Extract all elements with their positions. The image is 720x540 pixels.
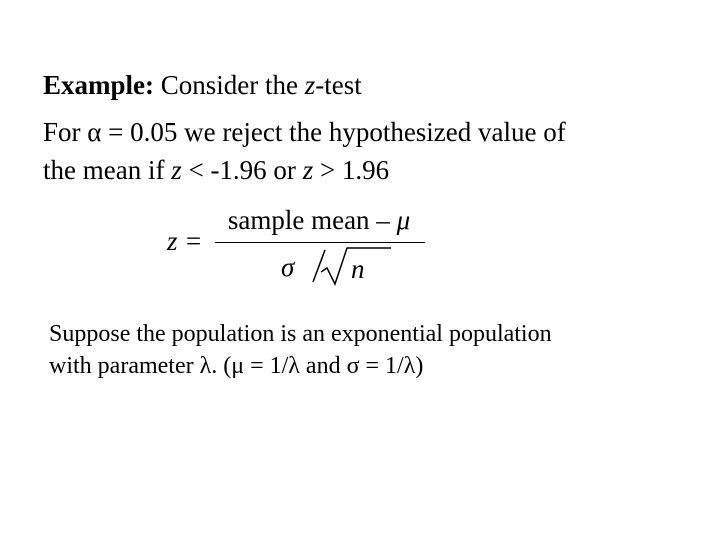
z-variable: z [302, 155, 314, 185]
reject-text: = 0.05 we reject the hypothesized value of [101, 117, 566, 147]
z-variable: z [171, 155, 182, 185]
fraction-numerator [213, 204, 425, 236]
example-line [43, 68, 362, 102]
z-variable: z [304, 70, 316, 100]
lower-bound-text: < -1.96 or [181, 155, 303, 185]
fraction [213, 204, 425, 290]
mu-symbol: μ [396, 205, 411, 235]
for-text: For [43, 117, 88, 147]
n-symbol: n [351, 254, 365, 284]
test-suffix: -test [315, 70, 362, 100]
alpha-line [43, 115, 566, 149]
example-label: Example: [43, 70, 154, 100]
condition-line [43, 153, 389, 187]
numerator-text: sample mean – [227, 205, 397, 235]
paragraph-line-1: Suppose the population is an exponential population [49, 321, 552, 347]
intro-text: Consider the [154, 70, 305, 100]
sqrt-n-icon [273, 246, 403, 286]
paragraph-line-2: with parameter λ. (μ = 1/λ and σ = 1/λ) [49, 353, 424, 379]
sigma-symbol: σ [281, 252, 295, 282]
fraction-bar [215, 242, 425, 243]
fraction-denominator [273, 246, 403, 286]
upper-bound-text: > 1.96 [313, 155, 390, 185]
z-formula [163, 204, 433, 290]
alpha-symbol: α [87, 117, 102, 147]
formula-lhs: z = [167, 226, 203, 256]
mean-if-text: the mean if [43, 155, 172, 185]
